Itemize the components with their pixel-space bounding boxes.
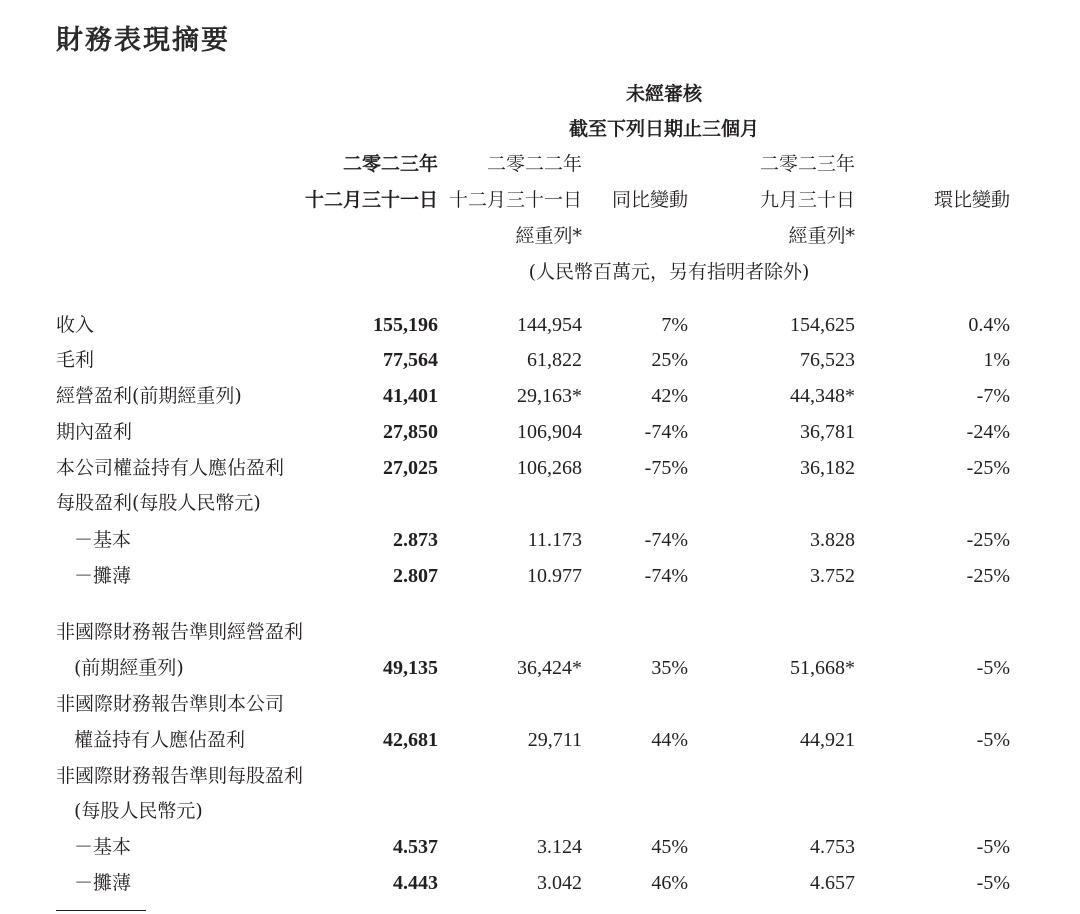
qoq-change: -24%	[966, 421, 1010, 443]
col1-date: 十二月三十一日	[304, 189, 438, 211]
row-label: 非國際財務報告準則經營盈利	[56, 621, 304, 643]
row-label: 權益持有人應佔盈利	[74, 729, 246, 751]
qoq-change: -5%	[976, 872, 1010, 894]
prior-quarter-value: 44,921	[800, 729, 855, 751]
period-label: 截至下列日期止三個月	[568, 118, 760, 140]
prior-quarter-value: 36,182	[800, 457, 855, 479]
prior-year-value: 3.042	[537, 872, 582, 894]
prior-year-value: 11.173	[527, 529, 582, 551]
prior-year-value: 29,711	[527, 729, 582, 751]
prior-quarter-value: 3.828	[810, 529, 855, 551]
prior-quarter-value: 4.657	[810, 872, 855, 894]
prior-quarter-value: 154,625	[790, 314, 855, 336]
yoy-change: 46%	[651, 872, 688, 894]
yoy-change: -74%	[644, 529, 688, 551]
row-label: (前期經重列)	[74, 657, 184, 679]
qoq-change: -25%	[966, 565, 1010, 587]
yoy-change: 25%	[651, 349, 688, 371]
col4-year: 二零二三年	[759, 153, 855, 175]
current-quarter-value: 42,681	[383, 729, 438, 751]
yoy-change: -74%	[644, 421, 688, 443]
col4-date: 九月三十日	[759, 189, 855, 211]
row-label: 收入	[56, 314, 95, 336]
current-quarter-value: 4.537	[393, 836, 438, 858]
current-quarter-value: 41,401	[383, 385, 438, 407]
unit-note: (人民幣百萬元，另有指明者除外)	[528, 261, 810, 283]
col3-yoy: 同比變動	[611, 189, 688, 211]
col2-date: 十二月三十一日	[448, 189, 582, 211]
row-label: 每股盈利(每股人民幣元)	[56, 492, 261, 514]
current-quarter-value: 4.443	[393, 872, 438, 894]
footnote-divider	[56, 910, 146, 911]
qoq-change: -5%	[976, 657, 1010, 679]
current-quarter-value: 2.873	[393, 529, 438, 551]
prior-quarter-value: 76,523	[800, 349, 855, 371]
current-quarter-value: 49,135	[383, 657, 438, 679]
current-quarter-value: 2.807	[393, 565, 438, 587]
row-label: －基本	[74, 836, 132, 858]
col1-year: 二零二三年	[342, 153, 438, 175]
current-quarter-value: 155,196	[373, 314, 438, 336]
row-label: 經營盈利(前期經重列)	[56, 385, 242, 407]
prior-year-value: 144,954	[517, 314, 582, 336]
current-quarter-value: 27,850	[383, 421, 438, 443]
yoy-change: -74%	[644, 565, 688, 587]
prior-year-value: 29,163*	[517, 385, 582, 407]
row-label: －攤薄	[74, 872, 132, 894]
col2-year: 二零二二年	[486, 153, 582, 175]
row-label: (每股人民幣元)	[74, 800, 203, 822]
yoy-change: 44%	[651, 729, 688, 751]
prior-quarter-value: 4.753	[810, 836, 855, 858]
current-quarter-value: 27,025	[383, 457, 438, 479]
row-label: 期內盈利	[56, 421, 133, 443]
qoq-change: -25%	[966, 529, 1010, 551]
yoy-change: 42%	[651, 385, 688, 407]
document-title: 財務表現摘要	[56, 25, 230, 56]
qoq-change: 1%	[983, 349, 1010, 371]
qoq-change: -7%	[976, 385, 1010, 407]
current-quarter-value: 77,564	[383, 349, 438, 371]
row-label: 非國際財務報告準則每股盈利	[56, 765, 304, 787]
prior-year-value: 3.124	[537, 836, 582, 858]
prior-year-value: 10.977	[527, 565, 582, 587]
yoy-change: -75%	[644, 457, 688, 479]
qoq-change: -5%	[976, 729, 1010, 751]
yoy-change: 7%	[661, 314, 688, 336]
row-label: 本公司權益持有人應佔盈利	[56, 457, 285, 479]
col4-restated: 經重列*	[788, 225, 855, 247]
prior-year-value: 106,904	[517, 421, 582, 443]
prior-quarter-value: 3.752	[810, 565, 855, 587]
unaudited-label: 未經審核	[625, 83, 703, 105]
row-label: 毛利	[56, 349, 95, 371]
yoy-change: 35%	[651, 657, 688, 679]
row-label: －基本	[74, 529, 132, 551]
prior-year-value: 106,268	[517, 457, 582, 479]
col5-qoq: 環比變動	[933, 189, 1010, 211]
prior-quarter-value: 44,348*	[790, 385, 855, 407]
col2-restated: 經重列*	[515, 225, 582, 247]
prior-year-value: 61,822	[527, 349, 582, 371]
prior-year-value: 36,424*	[517, 657, 582, 679]
qoq-change: -25%	[966, 457, 1010, 479]
prior-quarter-value: 51,668*	[790, 657, 855, 679]
row-label: 非國際財務報告準則本公司	[56, 693, 285, 715]
qoq-change: 0.4%	[968, 314, 1010, 336]
row-label: －攤薄	[74, 565, 132, 587]
yoy-change: 45%	[651, 836, 688, 858]
prior-quarter-value: 36,781	[800, 421, 855, 443]
qoq-change: -5%	[976, 836, 1010, 858]
